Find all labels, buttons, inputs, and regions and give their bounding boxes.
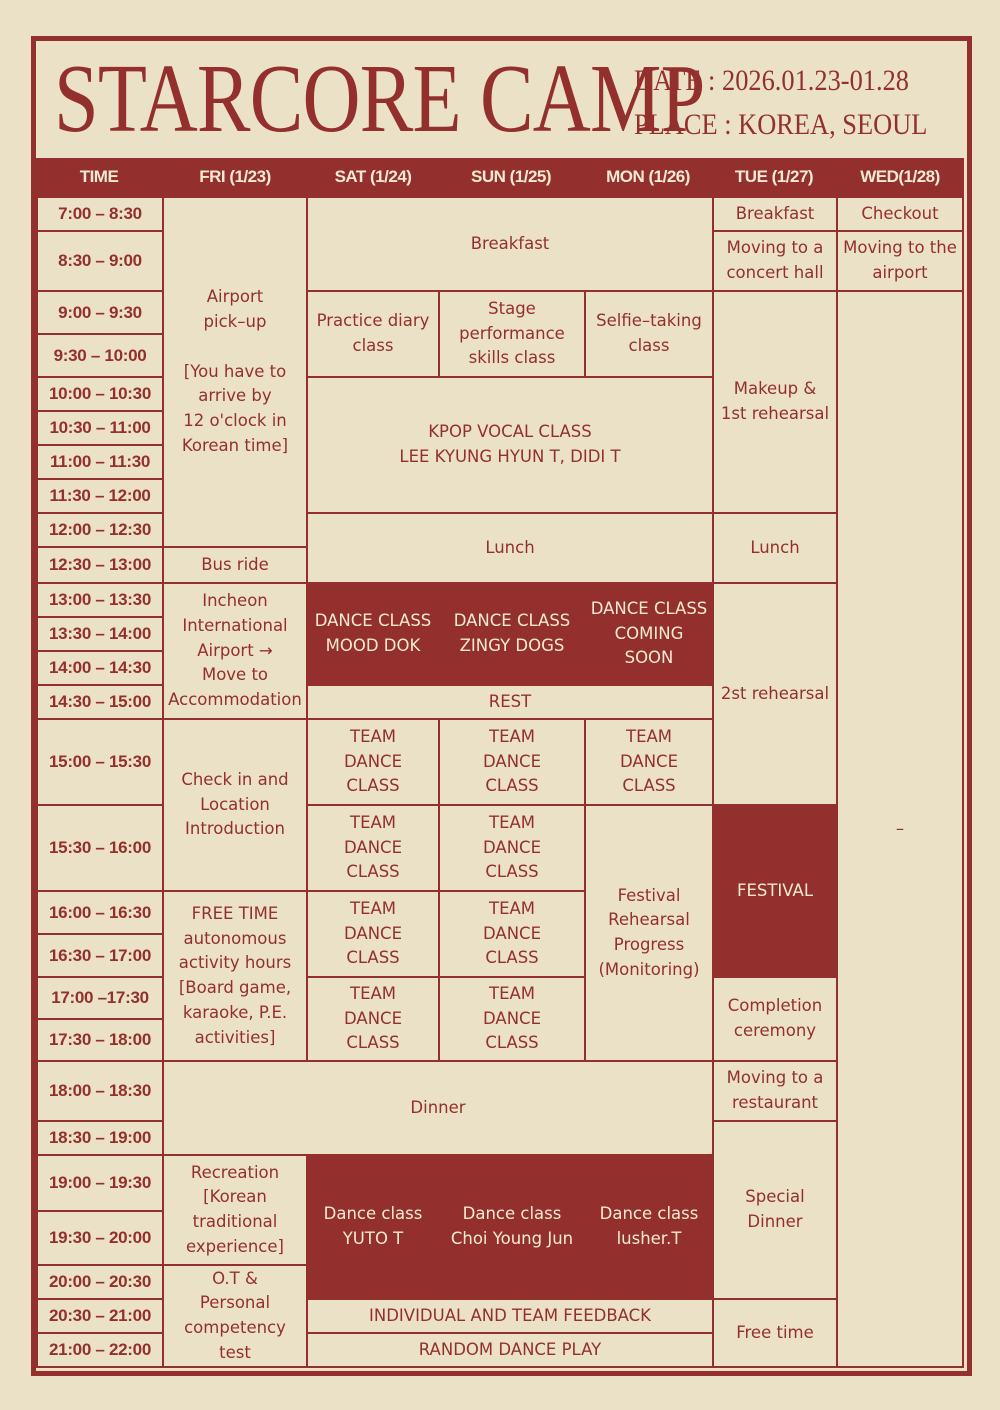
- tue-breakfast: Breakfast: [712, 196, 838, 232]
- fri-incheon-transfer: Incheon International Airport → Move to Accommodation: [162, 582, 308, 720]
- sat-dance-class-mood-dok: DANCE CLASS MOOD DOK: [306, 582, 440, 686]
- time-slot: 10:00 – 10:30: [36, 376, 164, 412]
- event-place: PLACE : KOREA, SEOUL: [634, 108, 928, 141]
- dinner-block: Dinner: [162, 1060, 714, 1156]
- time-slot: 16:00 – 16:30: [36, 890, 164, 935]
- tue-special-dinner: Special Dinner: [712, 1120, 838, 1300]
- column-header-mon: MON (1/26): [606, 167, 690, 186]
- time-slot: 14:00 – 14:30: [36, 650, 164, 686]
- time-slot: 7:00 – 8:30: [36, 196, 164, 232]
- time-slot: 9:00 – 9:30: [36, 290, 164, 335]
- sat-dance-class-yuto: Dance class YUTO T: [306, 1154, 440, 1300]
- event-date: DATE : 2026.01.23-01.28: [634, 64, 909, 97]
- column-header-sun: SUN (1/25): [470, 167, 552, 186]
- fri-airport-pickup: Airport pick–up [You have to arrive by 12 o'clock in Korean time]: [162, 196, 308, 548]
- column-header-wed: WED(1/28): [860, 167, 940, 186]
- tue-completion-ceremony: Completion ceremony: [712, 976, 838, 1062]
- time-slot: 12:00 – 12:30: [36, 512, 164, 548]
- sun-dance-class-zingy-dogs: DANCE CLASS ZINGY DOGS: [438, 582, 586, 686]
- time-slot: 10:30 – 11:00: [36, 410, 164, 446]
- time-slot: 19:30 – 20:00: [36, 1210, 164, 1266]
- sun-dance-class-choi-young-jun: Dance class Choi Young Jun: [438, 1154, 586, 1300]
- time-slot: 12:30 – 13:00: [36, 546, 164, 584]
- time-slot: 17:30 – 18:00: [36, 1018, 164, 1062]
- time-slot: 15:30 – 16:00: [36, 804, 164, 892]
- tue-festival: FESTIVAL: [712, 804, 838, 978]
- wed-moving-airport: Moving to the airport: [836, 230, 964, 292]
- fri-recreation: Recreation [Korean traditional experience]: [162, 1154, 308, 1266]
- time-slot: 11:00 – 11:30: [36, 444, 164, 480]
- tue-free-time: Free time: [712, 1298, 838, 1368]
- mon-dance-class-coming-soon: DANCE CLASS COMING SOON: [584, 582, 714, 686]
- fri-check-in: Check in and Location Introduction: [162, 718, 308, 892]
- page-title: STARCORE CAMP: [54, 45, 705, 153]
- table-header-row: [36, 158, 964, 196]
- wed-checkout: Checkout: [836, 196, 964, 232]
- random-dance-play-block: RANDOM DANCE PLAY: [306, 1332, 714, 1368]
- fri-ot-test: O.T & Personal competency test: [162, 1264, 308, 1368]
- tue-makeup-rehearsal: Makeup & 1st rehearsal: [712, 290, 838, 514]
- tue-lunch: Lunch: [712, 512, 838, 584]
- team-dance-class: TEAM DANCE CLASS: [306, 976, 440, 1062]
- column-header-tue: TUE (1/27): [734, 167, 814, 186]
- team-dance-class: TEAM DANCE CLASS: [438, 890, 586, 978]
- column-header-fri: FRI (1/23): [199, 167, 271, 186]
- mon-dance-class-lusher: Dance class lusher.T: [584, 1154, 714, 1300]
- wed-empty-block: –: [836, 290, 964, 1368]
- time-slot: 18:30 – 19:00: [36, 1120, 164, 1156]
- time-slot: 8:30 – 9:00: [36, 230, 164, 292]
- kpop-vocal-class: KPOP VOCAL CLASS LEE KYUNG HYUN T, DIDI T: [306, 376, 714, 514]
- fri-free-time: FREE TIME autonomous activity hours [Board game, karaoke, P.E. activities]: [162, 890, 308, 1062]
- time-slot: 13:30 – 14:00: [36, 616, 164, 652]
- breakfast-sat-mon: Breakfast: [306, 196, 714, 292]
- time-slot: 14:30 – 15:00: [36, 684, 164, 720]
- sat-practice-diary-class: Practice diary class: [306, 290, 440, 378]
- fri-bus-ride: Bus ride: [162, 546, 308, 584]
- team-dance-class: TEAM DANCE CLASS: [438, 718, 586, 806]
- team-dance-class: TEAM DANCE CLASS: [306, 718, 440, 806]
- time-slot: 20:00 – 20:30: [36, 1264, 164, 1300]
- time-slot: 20:30 – 21:00: [36, 1298, 164, 1334]
- time-slot: 19:00 – 19:30: [36, 1154, 164, 1212]
- time-slot: 16:30 – 17:00: [36, 933, 164, 978]
- rest-block: REST: [306, 684, 714, 720]
- mon-selfie-class: Selfie–taking class: [584, 290, 714, 378]
- team-dance-class: TEAM DANCE CLASS: [438, 804, 586, 892]
- column-header-sat: SAT (1/24): [334, 167, 412, 186]
- time-slot: 11:30 – 12:00: [36, 478, 164, 514]
- time-slot: 18:00 – 18:30: [36, 1060, 164, 1122]
- lunch-sat-mon: Lunch: [306, 512, 714, 584]
- column-header-time: TIME: [79, 167, 119, 186]
- time-slot: 15:00 – 15:30: [36, 718, 164, 806]
- team-dance-class: TEAM DANCE CLASS: [306, 804, 440, 892]
- time-slot: 13:00 – 13:30: [36, 582, 164, 618]
- tue-second-rehearsal: 2st rehearsal: [712, 582, 838, 806]
- team-dance-class: TEAM DANCE CLASS: [438, 976, 586, 1062]
- feedback-block: INDIVIDUAL AND TEAM FEEDBACK: [306, 1298, 714, 1334]
- mon-festival-rehearsal: Festival Rehearsal Progress (Monitoring): [584, 804, 714, 1062]
- team-dance-class: TEAM DANCE CLASS: [306, 890, 440, 978]
- time-slot: 17:00 –17:30: [36, 976, 164, 1020]
- time-slot: 21:00 – 22:00: [36, 1332, 164, 1368]
- time-slot: 9:30 – 10:00: [36, 333, 164, 378]
- tue-moving-concert-hall: Moving to a concert hall: [712, 230, 838, 292]
- sun-stage-performance-class: Stage performance skills class: [438, 290, 586, 378]
- tue-moving-restaurant: Moving to a restaurant: [712, 1060, 838, 1122]
- team-dance-class: TEAM DANCE CLASS: [584, 718, 714, 806]
